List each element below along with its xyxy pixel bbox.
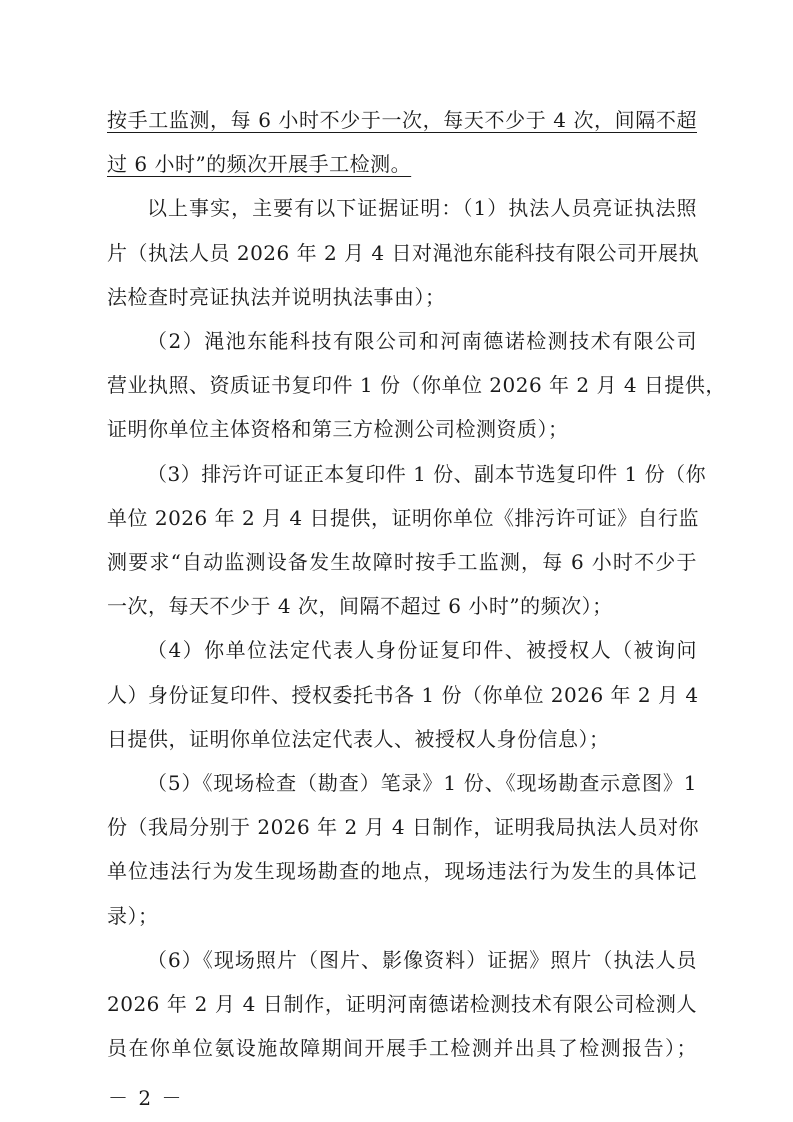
body-line: （5）《现场检查（勘查）笔录》1 份、《现场勘查示意图》1 bbox=[147, 771, 697, 795]
body-line: 份（我局分别于 2026 年 2 月 4 日制作，证明我局执法人员对你 bbox=[107, 815, 699, 839]
body-line: 录）； bbox=[107, 904, 159, 928]
body-line: 营业执照、资质证书复印件 1 份（你单位 2026 年 2 月 4 日提供， bbox=[107, 373, 726, 397]
page-number: － 2 － bbox=[108, 1086, 184, 1110]
body-line: 单位违法行为发生现场勘查的地点，现场违法行为发生的具体记 bbox=[107, 859, 697, 883]
body-line: （6）《现场照片（图片、影像资料）证据》照片（执法人员 bbox=[147, 948, 697, 972]
body-line: 一次，每天不少于 4 次，间隔不超过 6 小时”的频次）； bbox=[107, 594, 613, 618]
body-line: （2）渑池东能科技有限公司和河南德诺检测技术有限公司 bbox=[147, 329, 697, 353]
body-line: （4）你单位法定代表人身份证复印件、被授权人（被询问 bbox=[147, 638, 697, 662]
body-line: 证明你单位主体资格和第三方检测公司检测资质）； bbox=[107, 417, 569, 441]
body-line: 2026 年 2 月 4 日制作，证明河南德诺检测技术有限公司检测人 bbox=[107, 992, 697, 1016]
body-line: 片（执法人员 2026 年 2 月 4 日对渑池东能科技有限公司开展执 bbox=[107, 241, 699, 265]
body-line: 过 6 小时”的频次开展手工检测。 bbox=[107, 152, 412, 176]
body-line: （3）排污许可证正本复印件 1 份、副本节选复印件 1 份（你 bbox=[147, 462, 707, 486]
body-line: 测要求“自动监测设备发生故障时按手工监测，每 6 小时不少于 bbox=[107, 550, 697, 574]
body-line: 日提供，证明你单位法定代表人、被授权人身份信息）； bbox=[107, 727, 610, 751]
body-line: 法检查时亮证执法并说明执法事由）； bbox=[107, 285, 446, 309]
body-line: 按手工监测，每 6 小时不少于一次，每天不少于 4 次，间隔不超 bbox=[107, 108, 697, 132]
body-line: 员在你单位氨设施故障期间开展手工检测并出具了检测报告）； bbox=[107, 1036, 697, 1060]
body-line: 单位 2026 年 2 月 4 日提供，证明你单位《排污许可证》自行监 bbox=[107, 506, 699, 530]
body-line: 人）身份证复印件、授权委托书各 1 份（你单位 2026 年 2 月 4 bbox=[107, 683, 699, 707]
body-line: 以上事实，主要有以下证据证明：（1）执法人员亮证执法照 bbox=[147, 196, 697, 220]
